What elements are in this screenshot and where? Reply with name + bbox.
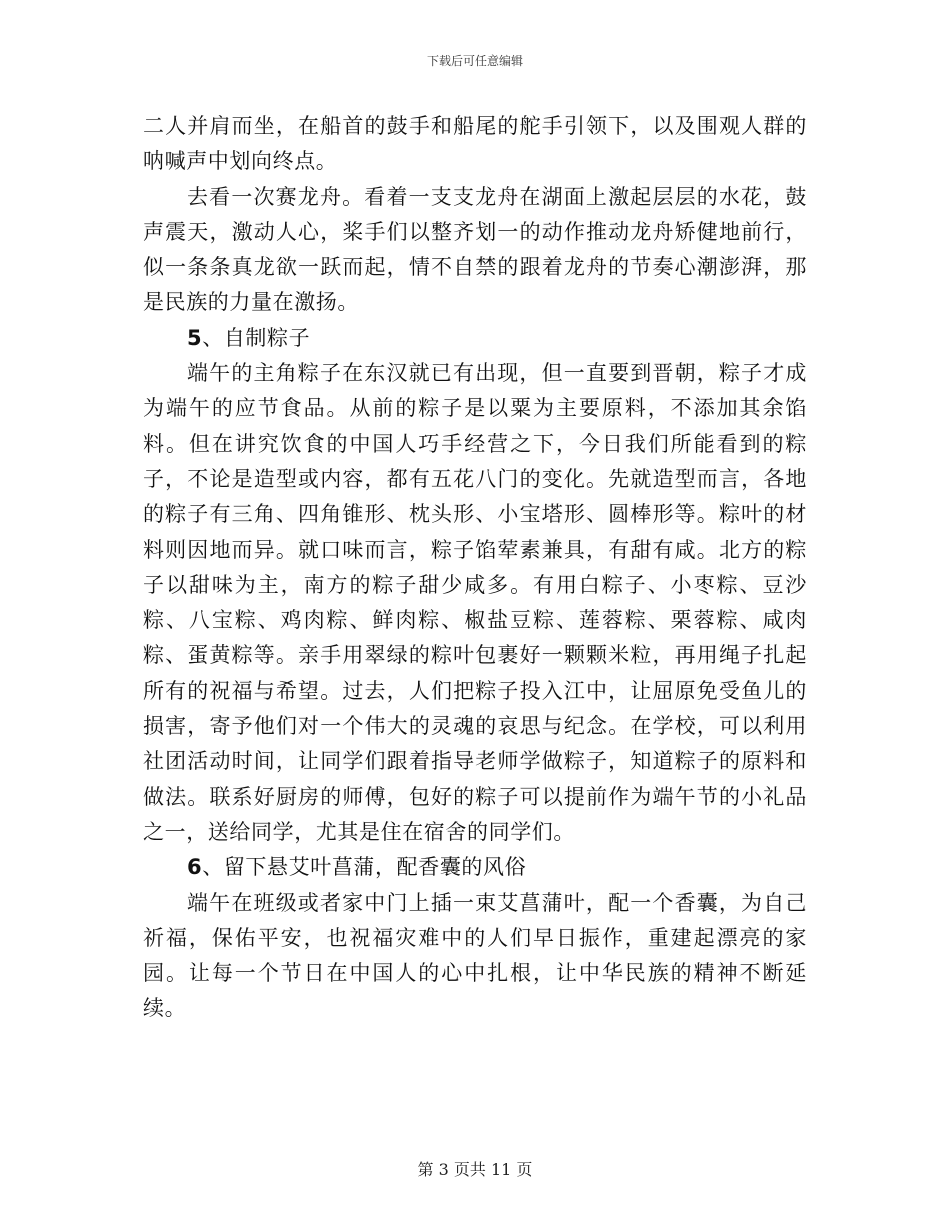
section-title: 、留下悬艾叶菖蒲，配香囊的风俗 — [202, 855, 527, 880]
document-body — [143, 109, 807, 1027]
page-header: 下载后可任意编辑 — [426, 54, 523, 68]
page-footer: 第 3 页共 11 页 — [417, 1160, 533, 1179]
section-number: 5 — [187, 325, 203, 350]
section-heading-mugwort-sachet — [143, 850, 807, 885]
section-number: 6 — [187, 855, 203, 880]
section-title: 、自制粽子 — [202, 325, 311, 350]
paragraph-zongzi: 端午的主角粽子在东汉就已有出现，但一直要到晋朝，粽子才成为端午的应节食品。从前的粽子是以粟为主要原料，不添加其余馅料。但在讲究饮食的中国人巧手经营之下，今日我们所能看到的粽子，不论是造型或内容，都有五花八门的变化。先就造型而言，各地的粽子有三角、四角锥形、枕头形、小宝塔形、圆棒形等。粽叶的材料则因地而异。就口味而言，粽子馅荤素兼具，有甜有咸。北方的粽子以甜味为主，南方的粽子甜少咸多。有用白粽子、小枣粽、豆沙粽、八宝粽、鸡肉粽、鲜肉粽、椒盐豆粽、莲蓉粽、栗蓉粽、咸肉粽、蛋黄粽等。亲手用翠绿的粽叶包裹好一颗颗米粒，再用绳子扎起所有的祝福与希望。过去，人们把粽子投入江中，让屈原免受鱼儿的损害，寄予他们对一个伟大的灵魂的哀思与纪念。在学校，可以利用社团活动时间，让同学们跟着指导老师学做粽子，知道粽子的原料和做法。联系好厨房的师傅，包好的粽子可以提前作为端午节的小礼品之一，送给同学，尤其是住在宿舍的同学们。 — [143, 361, 807, 844]
paragraph-watch-dragon-boat: 去看一次赛龙舟。看着一支支龙舟在湖面上激起层层的水花，鼓声震天，激动人心，桨手们以整齐划一的动作推动龙舟矫健地前行，似一条条真龙欲一跃而起，情不自禁的跟着龙舟的节奏心潮澎湃，那是民族的力量在激扬。 — [143, 184, 807, 315]
paragraph-dragon-boat-end: 二人并肩而坐，在船首的鼓手和船尾的舵手引领下，以及围观人群的呐喊声中划向终点。 — [143, 114, 807, 174]
section-heading-make-zongzi — [143, 321, 807, 356]
paragraph-mugwort: 端午在班级或者家中门上插一束艾菖蒲叶，配一个香囊，为自己祈福，保佑平安，也祝福灾难中的人们早日振作，重建起漂亮的家园。让每一个节日在中国人的心中扎根，让中华民族的精神不断延续。 — [143, 890, 807, 1021]
